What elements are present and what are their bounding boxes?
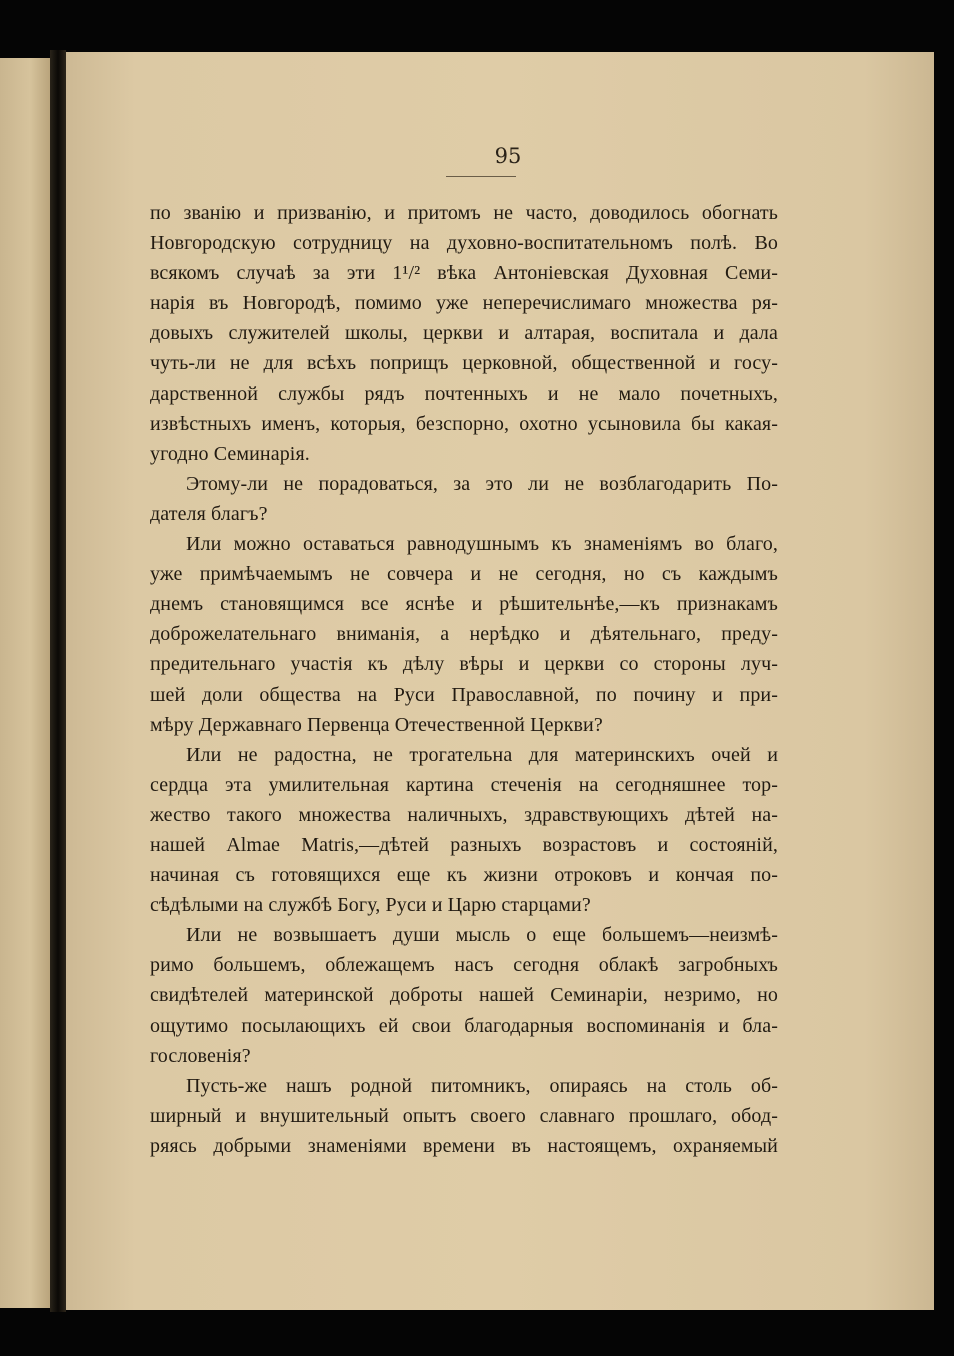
text-line: чуть-ли не для всѣхъ поприщъ церковной, общественной и госу- — [150, 352, 778, 375]
text-line: сѣдѣлыми на службѣ Богу, Руси и Царю старцами? — [150, 894, 591, 917]
text-line: по званію и призванію, и притомъ не часто, доводилось обогнать — [150, 202, 778, 224]
text-line: Или можно оставаться равнодушнымъ къ знаменіямъ во благо, — [186, 533, 778, 556]
text-line: Пусть-же нашъ родной питомникъ, опираясь на столь об- — [186, 1074, 778, 1097]
text-line: Этому-ли не порадоваться, за это ли не возблагодарить По- — [186, 472, 778, 495]
text-line: Или не возвышаетъ души мысль о еще большемъ—неизмѣ- — [186, 924, 778, 947]
text-line: Новгородскую сотрудницу на духовно-воспитательномъ полѣ. Во — [150, 232, 778, 255]
text-line: Или не радостна, не трогательна для материнскихъ очей и — [186, 743, 778, 766]
text-line: сердца эта умилительная картина стеченія на сегодняшнее тор- — [150, 773, 778, 796]
text-line: ряясь добрыми знаменіями времени въ настоящемъ, охраняемый — [150, 1134, 778, 1157]
text-line: римо большемъ, облежащемъ насъ сегодня облакѣ загробныхъ — [150, 954, 778, 977]
text-line: угодно Семинарія. — [150, 442, 310, 465]
page-number-rule — [446, 176, 516, 177]
body-text — [150, 198, 778, 1161]
text-line: предительнаго участія къ дѣлу вѣры и церкви со стороны луч- — [150, 653, 778, 676]
text-line: шей доли общества на Руси Православной, по почину и при- — [150, 683, 778, 706]
book-gutter — [50, 50, 66, 1312]
book-page — [66, 52, 934, 1310]
text-line: уже примѣчаемымъ не совчера и не сегодня, но съ каждымъ — [150, 563, 778, 586]
text-line: нашей Almae Matris,—дѣтей разныхъ возрастовъ и состояній, — [150, 833, 778, 856]
text-line: жество такого множества наличныхъ, здравствующихъ дѣтей на- — [150, 803, 778, 826]
text-line: начиная съ готовящихся еще къ жизни отроковъ и кончая по- — [150, 864, 778, 887]
text-line: всякомъ случаѣ за эти 1¹/² вѣка Антоніевская Духовная Семи- — [150, 262, 778, 285]
text-line: дарственной службы рядъ почтенныхъ и не мало почетныхъ, — [150, 382, 778, 405]
facing-page-edge — [0, 58, 50, 1308]
text-line: свидѣтелей материнской доброты нашей Семинаріи, незримо, но — [150, 984, 778, 1007]
text-line: извѣстныхъ именъ, которыя, безспорно, охотно усыновила бы какая- — [150, 412, 778, 435]
text-line: дателя благъ? — [150, 502, 268, 525]
page-number: 95 — [494, 144, 522, 168]
text-line: гословенія? — [150, 1044, 251, 1067]
text-line: мѣру Державнаго Первенца Отечественной Церкви? — [150, 713, 603, 736]
text-line: нарія въ Новгородѣ, помимо уже неперечислимаго множества ря- — [150, 292, 778, 315]
text-line: доброжелательнаго вниманія, а нерѣдко и дѣятельнаго, преду- — [150, 623, 778, 646]
text-line: довыхъ служителей школы, церкви и алтарая, воспитала и дала — [150, 322, 778, 345]
text-line: днемъ становящимся все яснѣе и рѣшительнѣе,—къ признакамъ — [150, 593, 778, 616]
text-line: ширный и внушительный опытъ своего славнаго прошлаго, обод- — [150, 1104, 778, 1127]
text-line: ощутимо посылающихъ ей свои благодарныя воспоминанія и бла- — [150, 1014, 778, 1037]
